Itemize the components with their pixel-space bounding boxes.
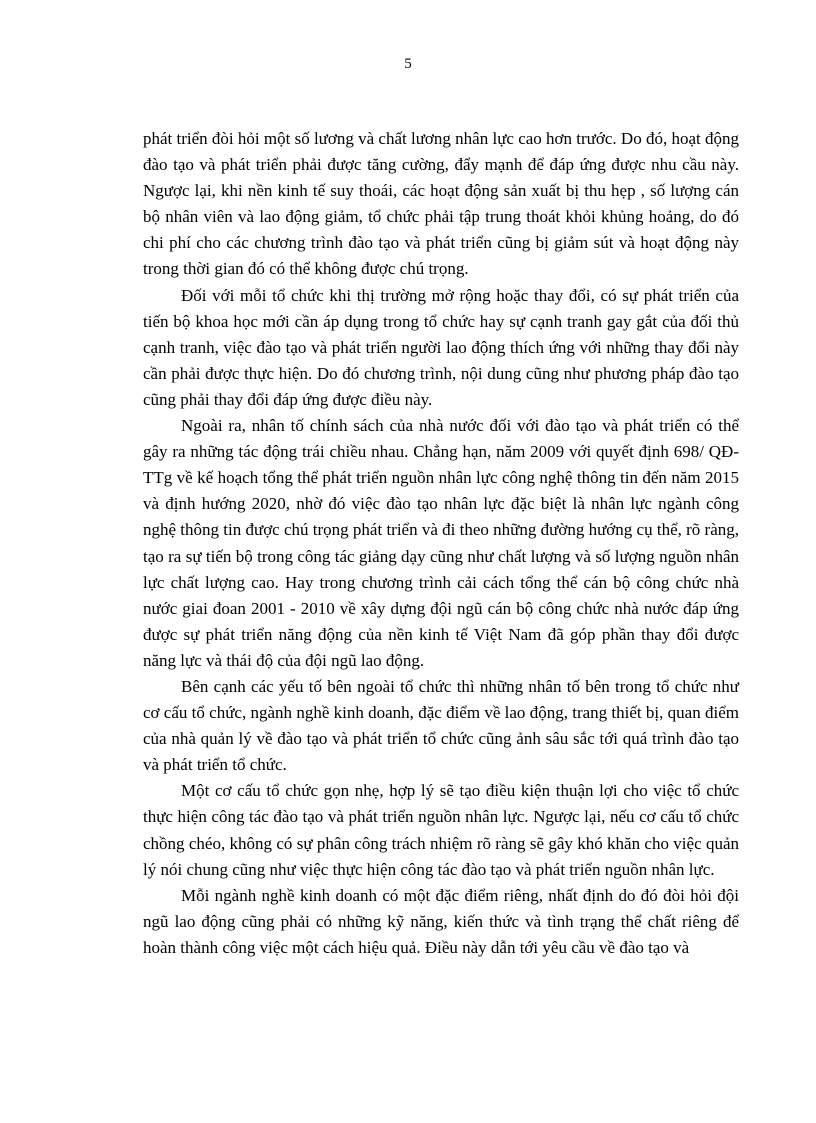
page-number: 5 [404, 56, 412, 72]
document-body [143, 126, 739, 961]
paragraph-business-sector: Mỗi ngành nghề kinh doanh có một đặc điểm riêng, nhất định do đó đòi hỏi đội ngũ lao động cũng phải có những kỹ năng, kiến thức và tình trạng thể chất riêng để hoàn thành công việc một cách hiệu quả. Điều này dẫn tới yêu cầu về đào tạo và [143, 885, 739, 957]
paragraph-state-policy: Ngoài ra, nhân tố chính sách của nhà nước đối với đào tạo và phát triển có thể gây ra những tác động trái chiều nhau. Chẳng hạn, năm 2009 với quyết định 698/ QĐ-TTg về kế hoạch tổng thể phát triển nguồn nhân lực công nghệ thông tin đến năm 2015 và định hướng 2020, nhờ đó việc đào tạo nhân lực đặc biệt là nhân lực ngành công nghệ thông tin được chú trọng phát triển và đi theo những đường hướng cụ thể, rõ ràng, tạo ra sự tiến bộ trong công tác giảng dạy cũng như chất lượng và số lượng nguồn nhân lực chất lượng cao. Hay trong chương trình cải cách tổng thể cán bộ công chức nhà nước giai đoan 2001 - 2010 về xây dựng đội ngũ cán bộ công chức nhà nước đáp ứng được sự phát triển năng động của nền kinh tế Việt Nam đã góp phần thay đổi được năng lực và thái độ của đội ngũ lao động. [143, 416, 739, 670]
paragraph-org-structure: Một cơ cấu tổ chức gọn nhẹ, hợp lý sẽ tạo điều kiện thuận lợi cho việc tổ chức thực hiện công tác đào tạo và phát triển nguồn nhân lực. Ngược lại, nếu cơ cấu tổ chức chồng chéo, không có sự phân công trách nhiệm rõ ràng sẽ gây khó khăn cho việc quản lý nói chung cũng như việc thực hiện công tác đào tạo và phát triển nguồn nhân lực. [143, 781, 739, 879]
paragraph-continued: phát triển đòi hỏi một số lương và chất lương nhân lực cao hơn trước. Do đó, hoạt động đào tạo và phát triển phải được tăng cường, đẩy mạnh để đáp ứng được nhu cầu này. Ngược lại, khi nền kinh tế suy thoái, các hoạt động sản xuất bị thu hẹp , số lượng cán bộ nhân viên và lao động giảm, tổ chức phải tập trung thoát khỏi khủng hoảng, do đó chi phí cho các chương trình đào tạo và phát triển cũng bị giảm sút và hoạt động này trong thời gian đó có thể không được chú trọng. [143, 129, 739, 279]
paragraph-internal-factors: Bên cạnh các yếu tố bên ngoài tổ chức thì những nhân tố bên trong tổ chức như cơ cấu tổ chức, ngành nghề kinh doanh, đặc điểm về lao động, trang thiết bị, quan điểm của nhà quản lý về đào tạo và phát triển tổ chức cũng ảnh sâu sắc tới quá trình đào tạo và phát triển tổ chức. [143, 676, 739, 775]
paragraph-market-change: Đối với mỗi tổ chức khi thị trường mở rộng hoặc thay đổi, có sự phát triển của tiến bộ khoa học mới cần áp dụng trong tổ chức hay sự cạnh tranh gay gắt của đối thủ cạnh tranh, việc đào tạo và phát triển người lao động thích ứng với những thay đổi này cần phải được thực hiện. Do đó chương trình, nội dung cũng như phương pháp đào tạo cũng phải thay đổi đáp ứng được điều này. [143, 285, 739, 409]
